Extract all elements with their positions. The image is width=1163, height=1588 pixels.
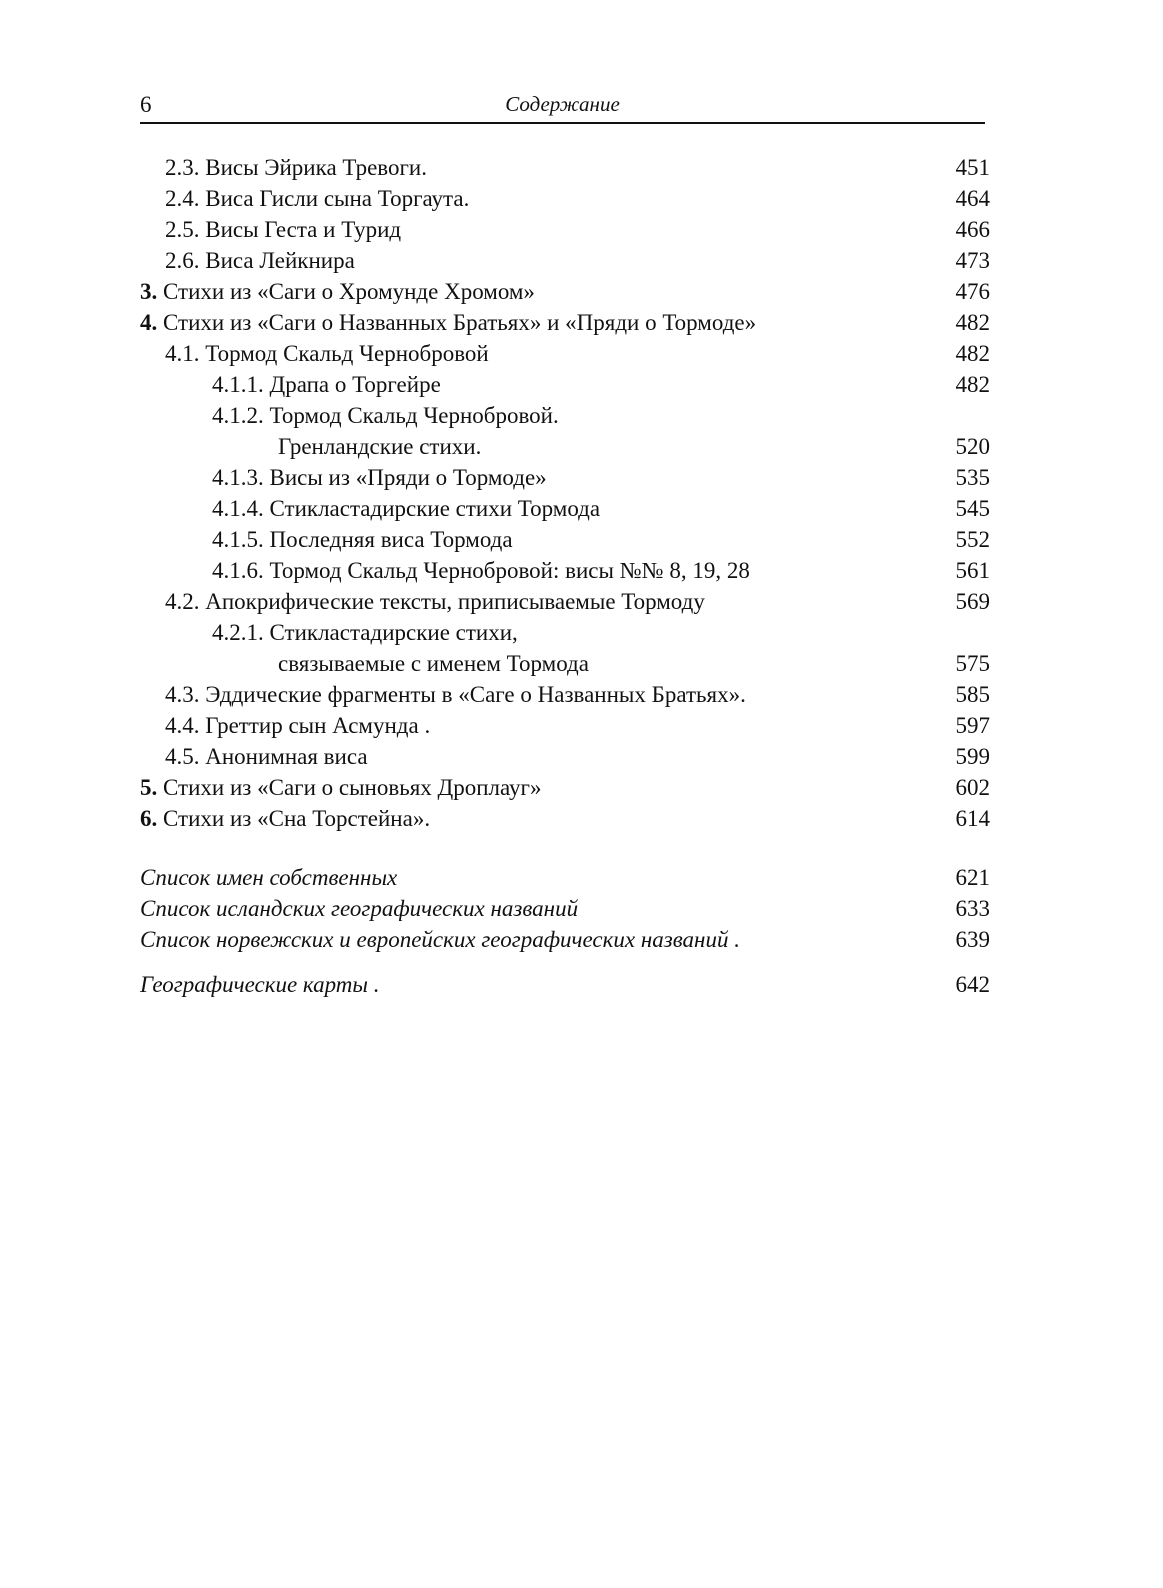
toc-entry-page: 473 <box>955 248 990 273</box>
toc-entry-number: 6. <box>140 806 158 831</box>
toc-entry-page: 614 <box>955 806 990 831</box>
toc-entry-title: 2.3. Висы Эйрика Тревоги. <box>165 155 427 180</box>
toc-entry-page: 575 <box>955 651 990 676</box>
toc-entry-title <box>140 803 430 834</box>
toc-entry-title: Список исландских географических названий <box>140 896 579 921</box>
page-header <box>140 86 985 122</box>
toc-entry-number: 5. <box>140 775 158 800</box>
toc-entry-title: 4.1.2. Тормод Скальд Чернобровой. <box>212 403 559 428</box>
toc-entry-title: 4.1.3. Висы из «Пряди о Тормоде» <box>212 465 547 490</box>
toc-entry-page: 552 <box>955 527 990 552</box>
toc-entry-label: Стихи из «Саги о сыновьях Дроплауг» <box>163 775 542 800</box>
toc-entry-title: 4.1. Тормод Скальд Чернобровой <box>165 341 489 366</box>
toc-entry-title: 4.2.1. Стикластадирские стихи, <box>212 620 518 645</box>
toc-entry <box>140 862 990 893</box>
toc-entry-label: Стихи из «Саги о Хромунде Хромом» <box>163 279 535 304</box>
toc-entry-title <box>140 772 542 803</box>
toc-entry-title: 4.2. Апокрифические тексты, приписываемые Тормоду <box>165 589 705 614</box>
toc-entry <box>140 462 990 493</box>
toc-entry <box>140 679 990 710</box>
toc-entry-page: 639 <box>955 927 990 952</box>
toc-entry <box>140 741 990 772</box>
toc-entry-page: 585 <box>955 682 990 707</box>
toc-entry-title: 2.5. Висы Геста и Турид <box>165 217 402 242</box>
header-rule <box>140 122 985 124</box>
toc-entry <box>140 431 990 462</box>
toc-entry <box>140 586 990 617</box>
toc-entry <box>140 648 990 679</box>
toc-entry-page: 545 <box>955 496 990 521</box>
toc-entry-title: 4.1.6. Тормод Скальд Чернобровой: висы №№ 8, 19, 28 <box>212 558 750 583</box>
toc-entry-page: 451 <box>955 155 990 180</box>
toc-entry-page: 482 <box>955 372 990 397</box>
toc-entry-page: 535 <box>955 465 990 490</box>
section-spacer <box>140 834 990 862</box>
toc-entry-title <box>140 276 535 307</box>
toc-entry <box>140 969 990 1000</box>
toc-entry-page: 520 <box>955 434 990 459</box>
toc-entry-title: 4.3. Эддические фрагменты в «Саге о Названных Братьях». <box>165 682 746 707</box>
toc-entry-page: 464 <box>955 186 990 211</box>
toc-entry-title: Гренландские стихи. <box>278 434 482 459</box>
toc-entry <box>140 710 990 741</box>
toc-entry-title: 4.5. Анонимная виса <box>165 744 368 769</box>
toc-entry <box>140 152 990 183</box>
toc-entry-page: 599 <box>955 744 990 769</box>
toc-entry-title: 2.4. Виса Гисли сына Торгаута. <box>165 186 470 211</box>
toc-entry-page: 602 <box>955 775 990 800</box>
toc-entry <box>140 307 990 338</box>
toc-entry <box>140 772 990 803</box>
toc-entry <box>140 493 990 524</box>
toc-entry-title: 2.6. Виса Лейкнира <box>165 248 355 273</box>
toc-entry-title: 4.1.4. Стикластадирские стихи Тормода <box>212 496 601 521</box>
toc-entry-page: 642 <box>955 972 990 997</box>
toc-entry-label: Стихи из «Сна Торстейна». <box>163 806 431 831</box>
section-spacer <box>140 955 990 969</box>
toc-entry-page: 597 <box>955 713 990 738</box>
toc-entry-page: 466 <box>955 217 990 242</box>
toc-entry-label: Стихи из «Саги о Названных Братьях» и «Пряди о Тормоде» <box>163 310 757 335</box>
toc-entry <box>140 369 990 400</box>
toc-entry <box>140 924 990 955</box>
toc-entry <box>140 617 990 648</box>
toc-entry-title: 4.4. Греттир сын Асмунда . <box>165 713 431 738</box>
toc-entry-title: 4.1.5. Последняя виса Тормода <box>212 527 513 552</box>
toc-entry <box>140 524 990 555</box>
toc-entry-page: 476 <box>955 279 990 304</box>
toc-entry <box>140 893 990 924</box>
toc-entry-number: 3. <box>140 279 158 304</box>
toc-entry-page: 633 <box>955 896 990 921</box>
toc-entry <box>140 338 990 369</box>
toc-entry-title: Список норвежских и европейских географических названий . <box>140 927 740 952</box>
toc-entry-title: связываемые с именем Тормода <box>278 651 589 676</box>
toc-entry-title <box>140 307 756 338</box>
toc-entry-page: 569 <box>955 589 990 614</box>
toc-entry-title: 4.1.1. Драпа о Торгейре <box>212 372 441 397</box>
toc-entry <box>140 214 990 245</box>
toc-entry-page: 561 <box>955 558 990 583</box>
toc-entry <box>140 555 990 586</box>
toc-entry-number: 4. <box>140 310 158 335</box>
page-number: 6 <box>140 92 152 117</box>
table-of-contents <box>140 152 990 1000</box>
toc-entry <box>140 276 990 307</box>
running-head: Содержание <box>505 92 620 116</box>
toc-entry <box>140 183 990 214</box>
toc-entry-title: Географические карты . <box>140 972 380 997</box>
toc-entry <box>140 803 990 834</box>
toc-entry-page: 621 <box>955 865 990 890</box>
toc-entry <box>140 400 990 431</box>
toc-entry-title: Список имен собственных <box>140 865 398 890</box>
toc-entry-page: 482 <box>955 310 990 335</box>
toc-entry-page: 482 <box>955 341 990 366</box>
toc-entry <box>140 245 990 276</box>
